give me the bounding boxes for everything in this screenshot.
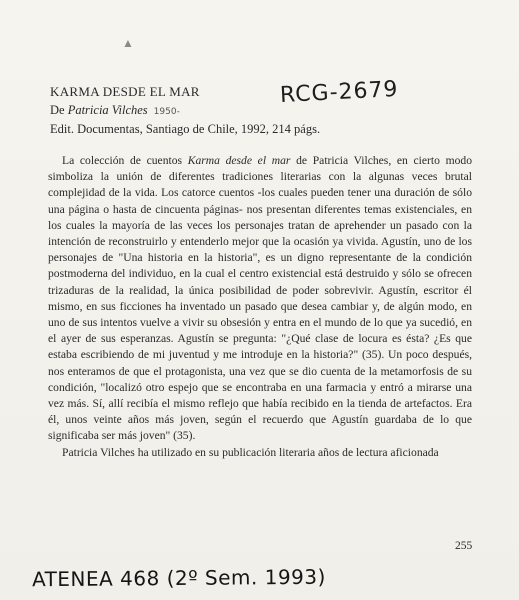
publication-info: Edit. Documentas, Santiago de Chile, 1992, 214 págs. [50,122,321,136]
paragraph-1: La colección de cuentos Karma desde el mar de Patricia Vilches, en cierto modo simboliza la unión de diferentes tradiciones literarias con la algunas veces brutal complejidad de la vida. Los catorce cuentos -los cuales pueden tener una duración de sólo una página o hasta de cincuenta páginas- nos presentan diferentes temas existenciales, en los cuales la mayoría de las veces los personajes tratan de aprehender un pasado con la intención de reconstruirlo y entenderlo mejor que la ocasión ya vivida. Agustín, uno de los personajes de "Una historia en la historia", es un digno representante de la condición postmoderna del individuo, en la cual el centro existencial está destruido y sólo se ofrecen trizaduras de la realidad, la única posibilidad de poder sobrevivir. Agustín, escritor él mismo, en sus ficciones ha inventado un pasado que desea cambiar y, de algún modo, en uno de sus intentos vuelve a vivir su obsesión y entra en el mundo de lo que ya sucedió, en el ayer de sus esperanzas. Agustín se pregunta: "¿Qué clase de locura es ésta? ¿Es que estaba escribiendo de mi juventud y me introduje en la historia?" (35). Un poco después, nos enteramos de que el protagonista, una vez que se dio cuenta de la metamorfosis de su condición, "localizó otro espejo que se encontraba en una farmacia y entró a mirarse una vez más. Sí, allí recibía el mismo reflejo que había recibido en la tienda de artefactos. Era él, unos veinte años más joven, según el recuerdo que Agustín guardaba de lo que significaba ser más joven" (35). [48,154,472,443]
catalog-code: RCG-2679 [279,76,400,109]
page-mark: ▲ [122,36,134,50]
author-years: 1950- [153,107,180,117]
collection-title-italic: Karma desde el mar [187,154,291,167]
review-body [48,153,472,461]
handwritten-citation: ATENEA 468 (2º Sem. 1993) [31,564,326,592]
author-name: Patricia Vilches [67,103,148,117]
book-title: KARMA DESDE EL MAR [50,84,200,99]
paragraph-2: Patricia Vilches ha utilizado en su publicación literaria años de lectura aficionada [62,445,439,459]
page-number: 255 [455,540,473,552]
book-author [50,103,180,118]
author-prefix: De [50,103,68,117]
